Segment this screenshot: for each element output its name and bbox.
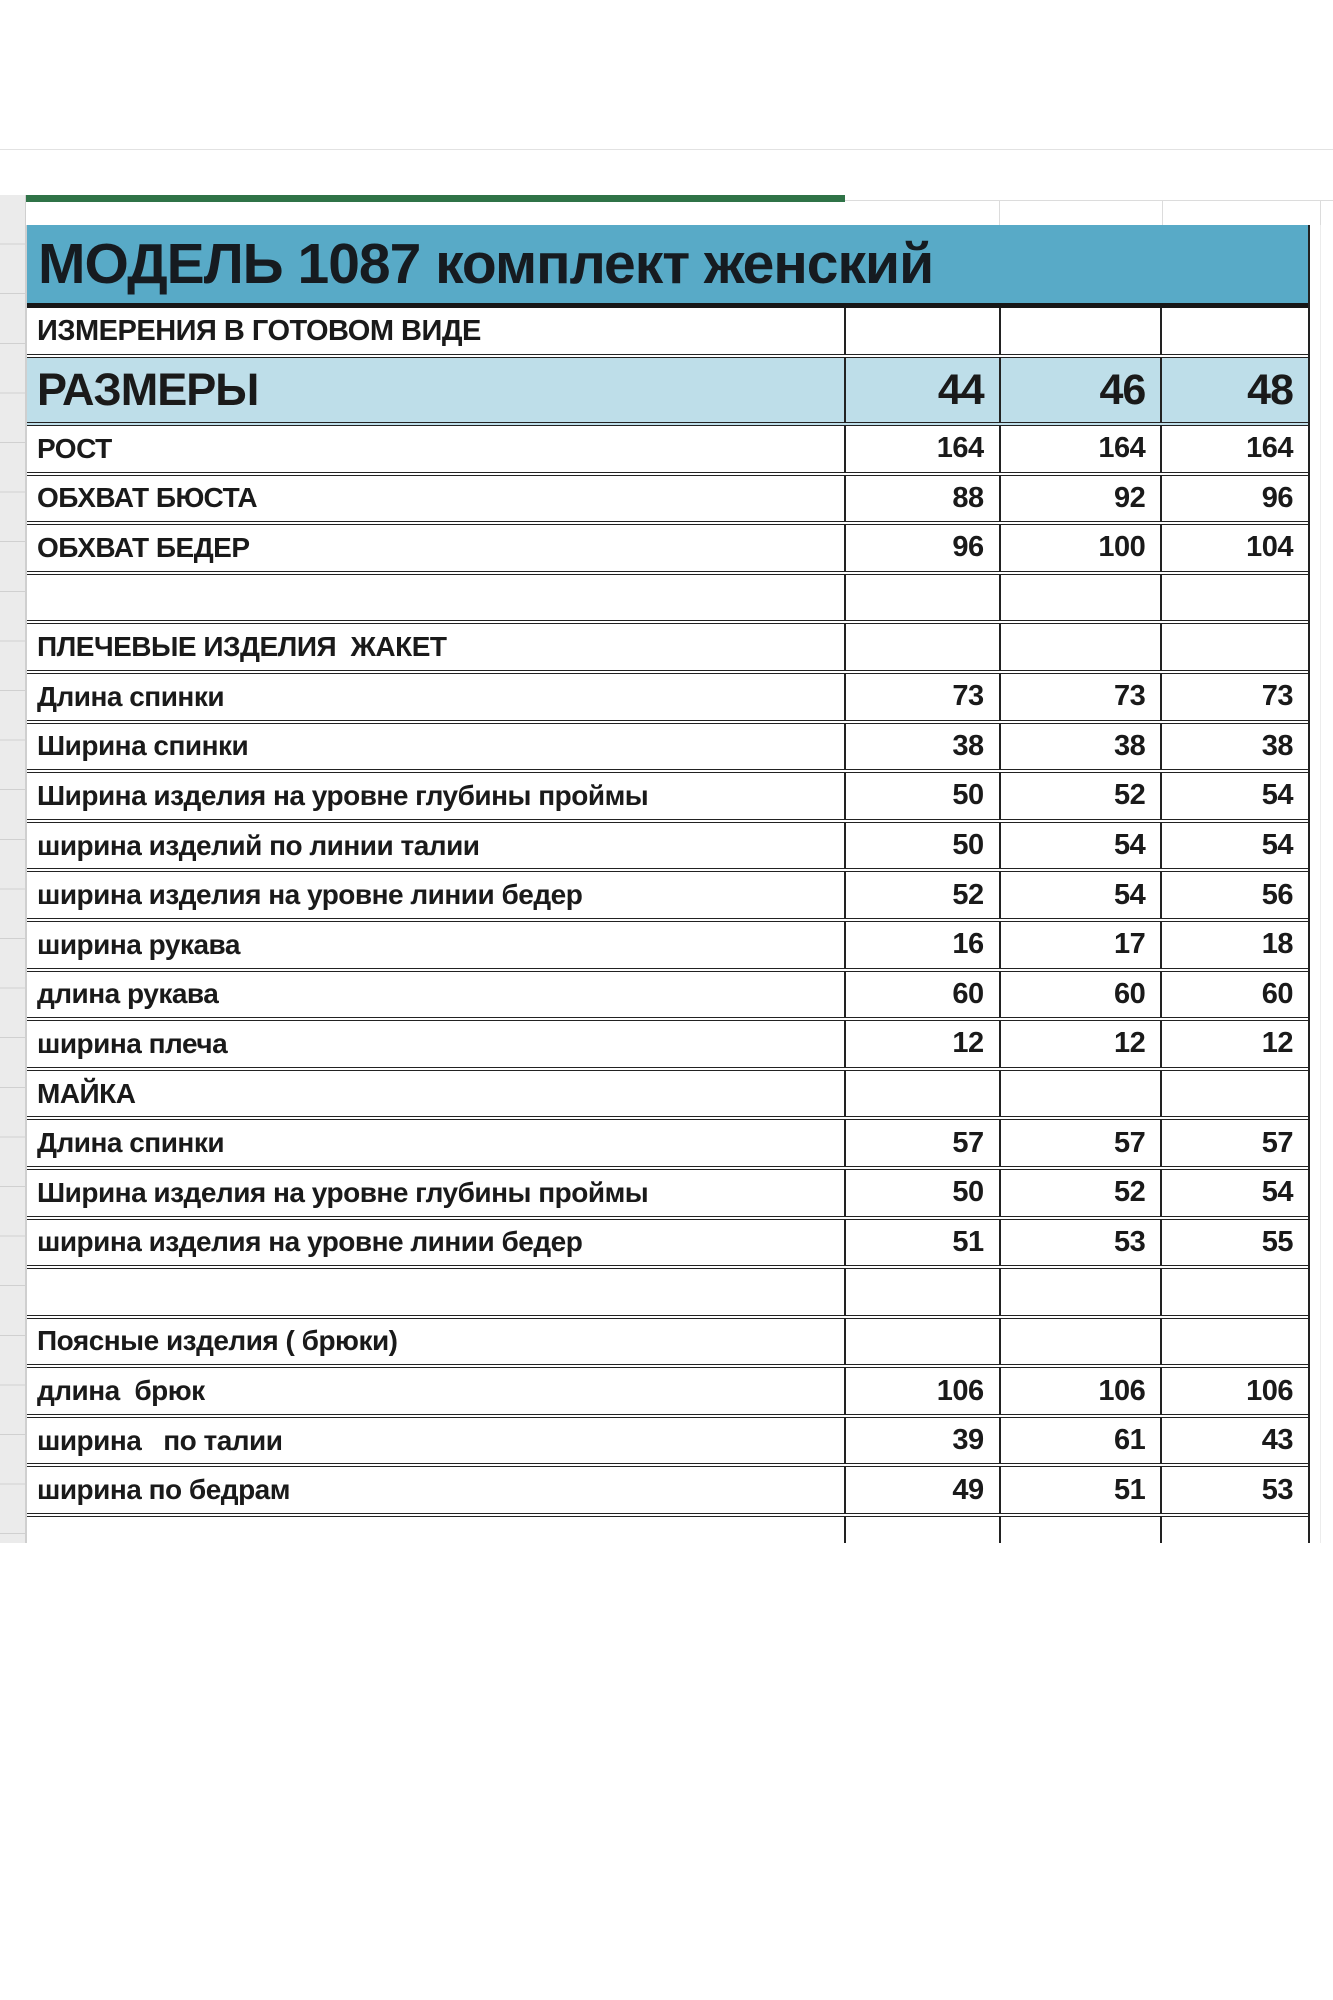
value-cell <box>844 1517 999 1543</box>
row-label-cell <box>27 1517 844 1543</box>
row-label-cell <box>27 724 844 770</box>
value-cell: 17 <box>999 922 1161 968</box>
top-gridline <box>0 149 1333 150</box>
table-row <box>27 724 1308 774</box>
table-row <box>27 1418 1308 1468</box>
value-cell <box>844 624 999 670</box>
row-label-cell <box>27 1269 844 1315</box>
value-cell: 49 <box>844 1467 999 1513</box>
section-row <box>27 624 1308 674</box>
row-label-cell <box>27 1467 844 1513</box>
sizes-header-row <box>27 358 1308 426</box>
blank-row <box>27 575 1308 625</box>
row-label: Ширина спинки <box>37 730 249 762</box>
row-label: Ширина изделия на уровне глубины проймы <box>37 779 649 811</box>
table-row <box>27 674 1308 724</box>
row-label-cell <box>27 823 844 869</box>
value-cell: 38 <box>999 724 1161 770</box>
value-cell: 60 <box>1160 972 1308 1018</box>
row-label-cell <box>27 624 844 670</box>
value-cell <box>844 575 999 621</box>
value-cell: 12 <box>999 1021 1161 1067</box>
value-cell: 57 <box>844 1120 999 1166</box>
row-label: РОСТ <box>37 432 112 464</box>
value-cell: 52 <box>999 1170 1161 1216</box>
table-row <box>27 1120 1308 1170</box>
value-cell: 88 <box>844 476 999 522</box>
section-row <box>27 1319 1308 1369</box>
value-cell: 39 <box>844 1418 999 1464</box>
value-cell <box>999 1071 1161 1117</box>
value-cell: 96 <box>844 525 999 571</box>
row-label-cell <box>27 476 844 522</box>
value-cell: 96 <box>1160 476 1308 522</box>
table-body <box>27 426 1308 1517</box>
value-cell: 50 <box>844 823 999 869</box>
table-row <box>27 872 1308 922</box>
value-cell: 54 <box>999 823 1161 869</box>
value-cell: 57 <box>999 1120 1161 1166</box>
table-row <box>27 426 1308 476</box>
value-cell <box>999 624 1161 670</box>
row-label: Ширина изделия на уровне глубины проймы <box>37 1176 649 1208</box>
value-cell: 106 <box>1160 1368 1308 1414</box>
size-cell: 44 <box>844 358 999 422</box>
row-label: ПЛЕЧЕВЫЕ ИЗДЕЛИЯ ЖАКЕТ <box>37 631 447 663</box>
sizes-header-label: РАЗМЕРЫ <box>37 364 259 415</box>
left-margin-column <box>0 195 26 1543</box>
row-label-cell <box>27 1120 844 1166</box>
size-cell: 48 <box>1160 358 1308 422</box>
value-cell: 43 <box>1160 1418 1308 1464</box>
value-cell <box>1160 308 1308 354</box>
value-cell: 104 <box>1160 525 1308 571</box>
row-label: ОБХВАТ БЕДЕР <box>37 531 250 563</box>
value-cell: 54 <box>1160 1170 1308 1216</box>
row-label-cell <box>27 922 844 968</box>
row-label: ширина по бедрам <box>37 1474 290 1506</box>
row-label: длина рукава <box>37 978 219 1010</box>
table-row <box>27 476 1308 526</box>
table-row <box>27 1021 1308 1071</box>
row-label-cell <box>27 872 844 918</box>
value-cell <box>999 308 1161 354</box>
value-cell: 53 <box>999 1220 1161 1266</box>
row-label-cell <box>27 1319 844 1365</box>
value-cell: 73 <box>999 674 1161 720</box>
value-cell <box>999 1319 1161 1365</box>
subtitle-row <box>27 308 1308 358</box>
value-cell: 55 <box>1160 1220 1308 1266</box>
value-cell <box>844 1071 999 1117</box>
table-row <box>27 922 1308 972</box>
table-row <box>27 1368 1308 1418</box>
row-label: ширина по талии <box>37 1424 283 1456</box>
value-cell <box>1160 1517 1308 1543</box>
row-label: МАЙКА <box>37 1077 136 1109</box>
value-cell: 16 <box>844 922 999 968</box>
value-cell <box>1160 1319 1308 1365</box>
gridline-vertical <box>999 200 1000 225</box>
table-title: МОДЕЛЬ 1087 комплект женский <box>38 232 934 296</box>
row-label-cell <box>27 1021 844 1067</box>
table-row <box>27 823 1308 873</box>
value-cell: 164 <box>844 426 999 472</box>
blank-row <box>27 1269 1308 1319</box>
row-label: ширина изделия на уровне линии бедер <box>37 1226 583 1258</box>
row-label-cell <box>27 575 844 621</box>
row-label-cell <box>27 525 844 571</box>
row-label-cell <box>27 1368 844 1414</box>
value-cell <box>844 308 999 354</box>
value-cell: 54 <box>999 872 1161 918</box>
value-cell: 100 <box>999 525 1161 571</box>
value-cell: 56 <box>1160 872 1308 918</box>
value-cell: 50 <box>844 773 999 819</box>
value-cell: 164 <box>1160 426 1308 472</box>
value-cell: 38 <box>1160 724 1308 770</box>
value-cell <box>999 1269 1161 1315</box>
table-row <box>27 1170 1308 1220</box>
row-label: ширина изделий по линии талии <box>37 829 480 861</box>
table-row <box>27 525 1308 575</box>
row-label: ширина изделия на уровне линии бедер <box>37 879 583 911</box>
value-cell: 54 <box>1160 823 1308 869</box>
value-cell: 73 <box>844 674 999 720</box>
green-accent-bar <box>26 195 845 202</box>
value-cell: 60 <box>999 972 1161 1018</box>
value-cell <box>1160 1071 1308 1117</box>
value-cell: 50 <box>844 1170 999 1216</box>
row-label-cell <box>27 1418 844 1464</box>
subtitle-text: ИЗМЕРЕНИЯ В ГОТОВОМ ВИДЕ <box>37 314 481 347</box>
value-cell <box>1160 624 1308 670</box>
gridline-vertical <box>1162 200 1163 225</box>
value-cell: 18 <box>1160 922 1308 968</box>
value-cell <box>1160 1269 1308 1315</box>
value-cell: 53 <box>1160 1467 1308 1513</box>
table-title-band <box>27 225 1308 308</box>
table-row <box>27 773 1308 823</box>
value-cell <box>1160 575 1308 621</box>
row-label-cell <box>27 1220 844 1266</box>
row-label-cell <box>27 426 844 472</box>
row-label-cell <box>27 308 844 354</box>
value-cell: 12 <box>1160 1021 1308 1067</box>
value-cell <box>844 1269 999 1315</box>
value-cell: 51 <box>844 1220 999 1266</box>
value-cell: 12 <box>844 1021 999 1067</box>
value-cell: 73 <box>1160 674 1308 720</box>
value-cell <box>999 1517 1161 1543</box>
gridline-vertical <box>1320 200 1321 225</box>
value-cell: 54 <box>1160 773 1308 819</box>
value-cell: 38 <box>844 724 999 770</box>
row-label: ширина рукава <box>37 928 240 960</box>
value-cell: 92 <box>999 476 1161 522</box>
value-cell: 106 <box>999 1368 1161 1414</box>
row-label: ширина плеча <box>37 1027 228 1059</box>
row-label: Поясные изделия ( брюки) <box>37 1325 398 1357</box>
value-cell: 52 <box>844 872 999 918</box>
row-label-cell <box>27 773 844 819</box>
table-row <box>27 972 1308 1022</box>
table-row <box>27 1467 1308 1517</box>
section-row <box>27 1071 1308 1121</box>
value-cell: 57 <box>1160 1120 1308 1166</box>
value-cell: 60 <box>844 972 999 1018</box>
row-label: длина брюк <box>37 1375 205 1407</box>
row-label-cell <box>27 972 844 1018</box>
row-label: Длина спинки <box>37 680 225 712</box>
row-label-cell <box>27 674 844 720</box>
value-cell: 106 <box>844 1368 999 1414</box>
gridline-above-table <box>845 200 1333 201</box>
value-cell: 52 <box>999 773 1161 819</box>
size-chart-table <box>26 225 1310 1543</box>
size-cell: 46 <box>999 358 1161 422</box>
value-cell: 51 <box>999 1467 1161 1513</box>
gridline-right-of-table <box>1320 225 1321 1543</box>
value-cell: 61 <box>999 1418 1161 1464</box>
row-label-cell <box>27 1170 844 1216</box>
row-label-cell <box>27 1071 844 1117</box>
row-label-cell <box>27 358 844 422</box>
value-cell <box>844 1319 999 1365</box>
row-label: ОБХВАТ БЮСТА <box>37 482 258 514</box>
value-cell <box>999 575 1161 621</box>
table-row <box>27 1220 1308 1270</box>
partial-blank-row <box>27 1517 1308 1543</box>
row-label: Длина спинки <box>37 1127 225 1159</box>
value-cell: 164 <box>999 426 1161 472</box>
